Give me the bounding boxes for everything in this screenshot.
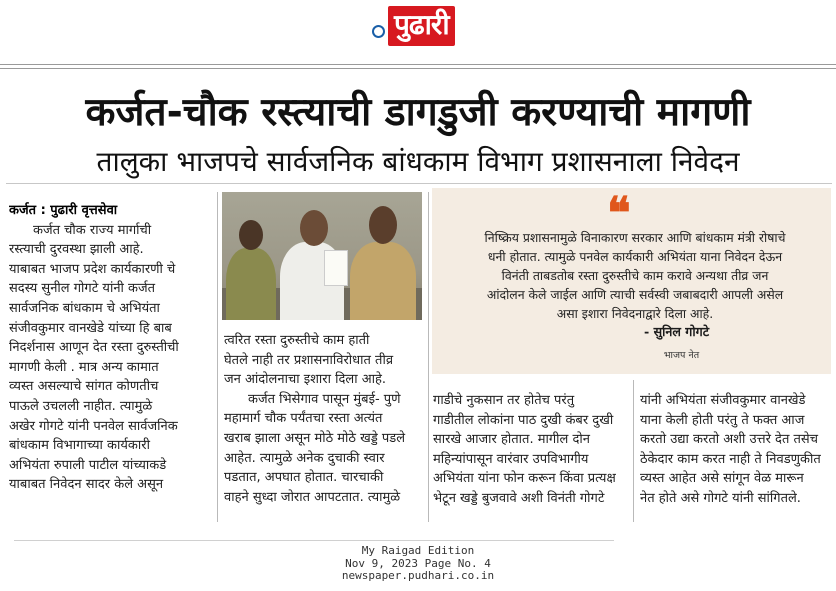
article-column-2	[224, 331, 424, 507]
quote-mark-icon: ❝	[607, 188, 631, 239]
column-line: अभियंता रुपाली पाटील यांच्याकडे	[9, 457, 167, 473]
column-line: सदस्य सुनील गोगटे यांनी कर्जत	[9, 281, 156, 297]
column-line: त्वरित रस्ता दुरुस्तीचे काम हाती	[224, 333, 370, 348]
column-line: गाडीचे नुकसान तर होतेच परंतु	[433, 393, 575, 408]
column-line: ठेकेदार काम करत नाही ते निवडणुकीत	[640, 451, 821, 467]
masthead	[0, 0, 836, 62]
memorandum-paper	[324, 250, 348, 286]
column-divider	[428, 192, 429, 522]
page-footer	[0, 545, 836, 583]
column-line: जन आंदोलनाचा इशारा दिला आहे.	[224, 372, 387, 388]
quote-line: असा इशारा निवेदनाद्वारे दिला आहे.	[556, 305, 714, 321]
column-line: महामार्ग चौक पर्यंतचा रस्ता अत्यंत	[224, 411, 383, 427]
subheadline: तालुका भाजपचे सार्वजनिक बांधकाम विभाग प्रशासनाला निवेदन	[96, 145, 740, 178]
dateline: कर्जत : पुढारी वृत्तसेवा	[9, 203, 118, 218]
logo-wordmark: पुढारी	[388, 6, 455, 46]
quote-line: निष्क्रिय प्रशासनामुळे विनाकारण सरकार आणि बांधकाम मंत्री रोषाचे	[484, 230, 786, 245]
edition-website-link[interactable]: newspaper.pudhari.co.in	[341, 569, 495, 582]
column-line: घेतले नाही तर प्रशासनाविरोधात तीव्र	[224, 352, 394, 368]
quote-line: धनी होतात. त्यामुळे पनवेल कार्यकारी अभियंता याना निवेदन देऊन	[487, 248, 783, 264]
column-line: मागणी केली . मात्र अन्य कामात	[9, 359, 159, 375]
column-line: भेटून खड्डे बुजवावे अशी विनंती गोगटे	[433, 490, 605, 506]
headline: कर्जत-चौक रस्त्याची डागडुजी करण्याची मागणी	[85, 90, 751, 135]
column-line: खराब झाला असून मोठे मोठे खड्डे पडले	[224, 430, 406, 446]
photo-person-1	[226, 248, 276, 320]
pull-quote-box	[432, 188, 831, 374]
publication-logo[interactable]	[372, 6, 455, 46]
news-photo	[222, 192, 422, 320]
column-line: गाडीतील लोकांना पाठ दुखी कंबर दुखी	[433, 412, 614, 428]
column-line: व्यस्त आहेत असे सांगून वेळ मारून	[640, 471, 804, 487]
column-line: सार्वजनिक बांधकाम चे अभियंता	[9, 300, 160, 316]
column-line: पडतात, अपघात होतात. चारचाकी	[224, 470, 384, 486]
article-column-1	[9, 201, 214, 495]
photo-person-3	[350, 242, 416, 320]
column-line: निदर्शनास आणून देत रस्ता दुरुस्तीची	[9, 340, 179, 356]
column-line: संजीवकुमार वानखेडे यांच्या हि बाब	[9, 320, 172, 336]
column-line: याबाबत निवेदन सादर केले असून	[9, 477, 164, 493]
masthead-divider-2	[0, 68, 836, 69]
column-line: याबाबत भाजप प्रदेश कार्यकारणी चे	[9, 261, 176, 277]
column-line: आहेत. त्यामुळे अनेक दुचाकी स्वार	[224, 450, 385, 466]
headline-divider	[6, 183, 832, 184]
column-line: व्यस्त असल्याचे सांगत कोणतीच	[9, 379, 159, 395]
edition-name: My Raigad Edition	[361, 544, 475, 557]
column-line: यांनी अभियंता संजीवकुमार वानखेडे	[640, 393, 806, 408]
column-line: याना केली होती परंतु ते फक्त आज	[640, 412, 805, 428]
article-column-4	[640, 391, 832, 509]
footer-divider	[14, 540, 614, 541]
column-line: अखेर गोगटे यांनी पनवेल सार्वजनिक	[9, 418, 178, 434]
pull-quote-text	[454, 229, 816, 324]
column-line: बांधकाम विभागाच्या कार्यकारी	[9, 438, 150, 454]
column-line: वाहने सुध्दा जोरात आपटतात. त्यामुळे	[224, 489, 401, 505]
column-line: कर्जत चौक राज्य मार्गाची	[33, 222, 152, 238]
column-line: महिन्यांपासून वारंवार उपविभागीय	[433, 451, 589, 467]
column-line: पाऊले उचलली नाहीत. त्यामुळे	[9, 398, 153, 414]
quote-line: विनंती ताबडतोब रस्ता दुरुस्तीचे काम करावे अन्यथा तीव्र जन	[501, 267, 769, 283]
logo-emblem-icon	[372, 25, 385, 38]
column-line: अभियंता यांना फोन करून किंवा प्रत्यक्ष	[433, 471, 616, 487]
column-divider	[633, 380, 634, 522]
column-divider	[217, 192, 218, 522]
quote-author: - सुनिल गोगटे	[643, 324, 710, 339]
column-line: कर्जत भिसेगाव पासून मुंबई- पुणे	[248, 391, 401, 407]
quote-author-role: भाजप नेत	[663, 350, 700, 361]
column-line: नेत होते असे गोगटे यांनी सांगितले.	[640, 490, 801, 506]
article-column-3	[433, 391, 629, 509]
masthead-divider	[0, 64, 836, 65]
column-line: करतो उद्या करतो अशी उत्तरे देत तसेच	[640, 432, 818, 448]
column-line: सारखे आजार होतात. मागील दोन	[433, 432, 590, 448]
quote-line: आंदोलन केले जाईल आणि त्याची सर्वस्वी जबाबदारी आपली असेल	[486, 286, 784, 302]
column-line: रस्त्याची दुरवस्था झाली आहे.	[9, 242, 144, 258]
edition-date-page: Nov 9, 2023 Page No. 4	[345, 556, 491, 570]
